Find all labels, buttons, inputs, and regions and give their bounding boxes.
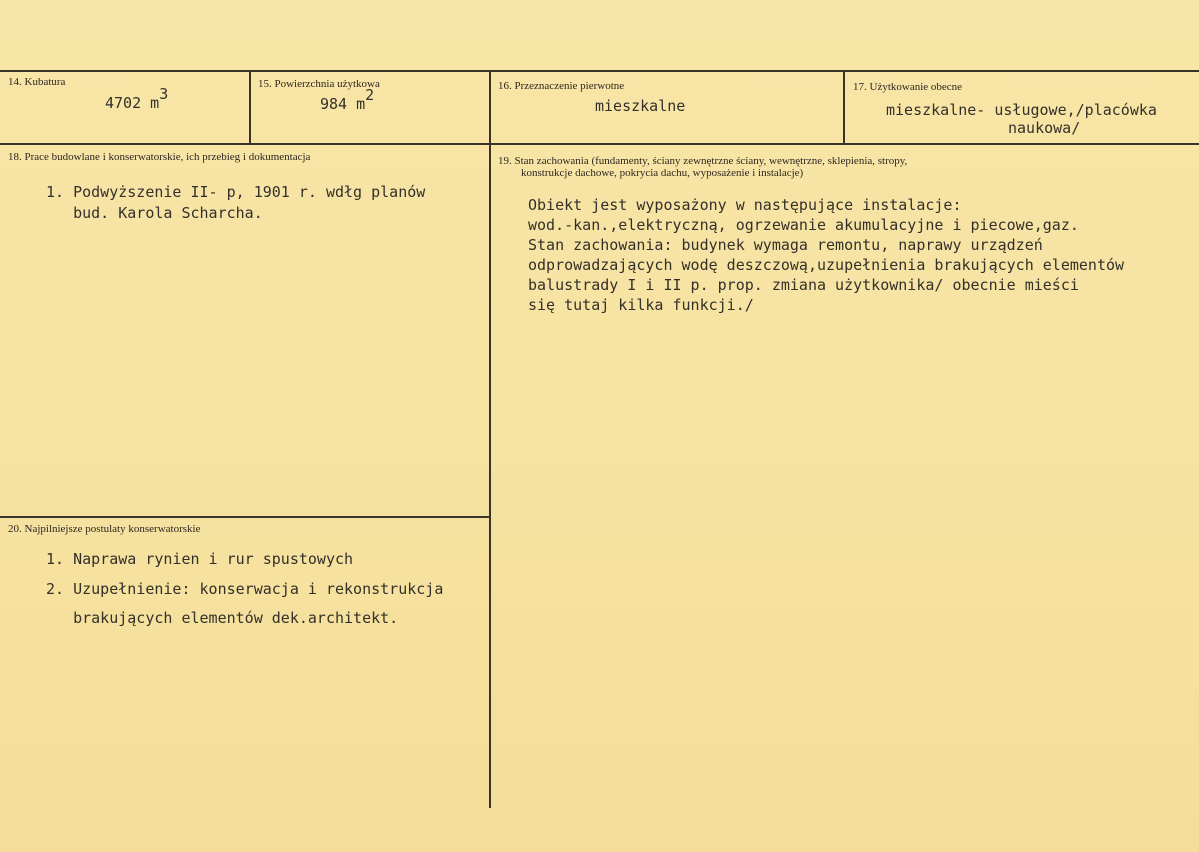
- field-powierzchnia-label: 15. Powierzchnia użytkowa: [258, 78, 380, 90]
- kubatura-superscript: 3: [159, 85, 169, 103]
- col-rule-2: [489, 72, 491, 808]
- field-uzytkowanie-line-2: naukowa/: [1008, 119, 1081, 137]
- powierzchnia-number: 984 m: [320, 95, 366, 113]
- field-stan-line-5: balustrady I i II p. prop. zmiana użytkownika/ obecnie mieści: [528, 276, 1079, 294]
- field-stan-line-2: wod.-kan.,elektryczną, ogrzewanie akumulacyjne i piecowe,gaz.: [528, 216, 1079, 234]
- field-prace-label: 18. Prace budowlane i konserwatorskie, ich przebieg i dokumentacja: [8, 151, 311, 163]
- section-rule: [0, 516, 490, 518]
- field-postulaty-label: 20. Najpilniejsze postulaty konserwatorskie: [8, 523, 201, 535]
- col-rule-3: [843, 72, 845, 143]
- field-prace-line-2: bud. Karola Scharcha.: [46, 204, 263, 222]
- field-uzytkowanie-label: 17. Użytkowanie obecne: [853, 81, 963, 93]
- field-kubatura-value: [105, 85, 169, 112]
- field-kubatura-label: 14. Kubatura: [8, 76, 66, 88]
- col-rule-1: [249, 72, 251, 143]
- powierzchnia-superscript: 2: [365, 86, 375, 104]
- field-stan-line-1: Obiekt jest wyposażony w następujące instalacje:: [528, 196, 962, 214]
- field-przeznaczenie-label: 16. Przeznaczenie pierwotne: [498, 80, 625, 92]
- field-uzytkowanie-line-1: mieszkalne- usługowe,/placówka: [886, 101, 1157, 119]
- field-stan-label-line-2: konstrukcje dachowe, pokrycia dachu, wyposażenie i instalacje): [521, 167, 804, 179]
- field-stan-label-line-1: 19. Stan zachowania (fundamenty, ściany zewnętrzne ściany, wewnętrzne, sklepienia, stropy,: [498, 155, 908, 167]
- field-postulaty-line-3: brakujących elementów dek.architekt.: [46, 609, 399, 627]
- field-przeznaczenie-value: mieszkalne: [595, 97, 686, 115]
- kubatura-number: 4702 m: [105, 94, 160, 112]
- field-stan-line-4: odprowadzających wodę deszczową,uzupełnienia brakujących elementów: [528, 256, 1125, 274]
- field-powierzchnia-value: [320, 86, 375, 113]
- field-postulaty-line-2: 2. Uzupełnienie: konserwacja i rekonstrukcja: [46, 580, 444, 598]
- field-stan-line-3: Stan zachowania: budynek wymaga remontu, naprawy urządzeń: [528, 236, 1043, 254]
- field-stan-line-6: się tutaj kilka funkcji./: [528, 296, 754, 314]
- field-postulaty-line-1: 1. Naprawa rynien i rur spustowych: [46, 550, 354, 568]
- field-prace-line-1: 1. Podwyższenie II- p, 1901 r. wdłg planów: [46, 183, 426, 201]
- top-rule: [0, 70, 1199, 72]
- row-rule: [0, 143, 1199, 145]
